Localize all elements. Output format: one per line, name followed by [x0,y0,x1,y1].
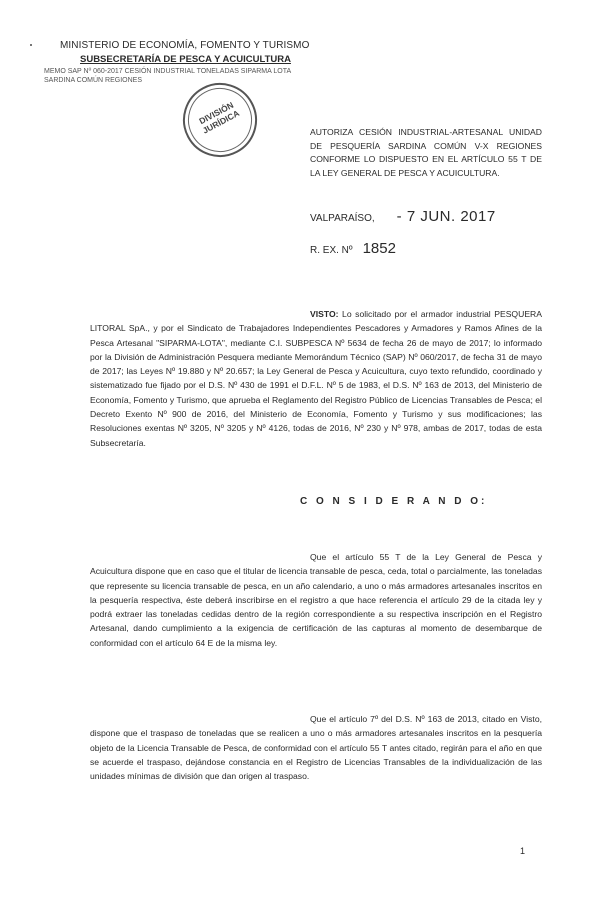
memo-reference: MEMO SAP Nº 060-2017 CESIÓN INDUSTRIAL TONELADAS SIPARMA LOTA SARDINA COMÚN REGIONES [44,68,291,84]
resolution-label: R. EX. Nº [310,245,353,256]
ink-mark [30,44,32,46]
place-date [310,208,496,225]
place: VALPARAÍSO, [310,213,375,224]
visto-paragraph [90,307,542,450]
resolution-number [310,240,396,257]
considerando-paragraph-2: Que el artículo 7º del D.S. Nº 163 de 2013, citado en Visto, dispone que el traspaso de toneladas que se realicen a uno o más armadores artesanales inscritos en la pesquería objeto de la Licencia Transable de Pesca, de conformidad con el artículo 55 T antes citado, regirán para el año en que se acuerde el traspaso, dejándose constancia en el Registro de Licencias Transables de la individualización de las unidades mínimas de división que dan origen al traspaso. [90,714,542,782]
considerando-heading: C O N S I D E R A N D O: [300,496,488,507]
considerando-paragraph-1: Que el artículo 55 T de la Ley General de Pesca y Acuicultura dispone que en caso que el titular de licencia transable de pesca, ceda, total o parcialmente, las toneladas que represente su licencia transable de pesca, en un año calendario, a uno o más armadores artesanales inscritos en la pesquería respectiva, éste deberá inscribirse en el registro a que hace referencia el artículo 29 de la citada ley y podrá extraer las toneladas cedidas dentro de la región correspondiente a su respectiva inscripción en el Registro Artesanal, dando cumplimiento a la exigencia de certificación de las capturas al momento de desembarque de conformidad con el artículo 64 E de la misma ley. [90,552,542,648]
date: - 7 JUN. 2017 [396,208,496,225]
page-number: 1 [520,846,526,856]
visto-text: Lo solicitado por el armador industrial PESQUERA LITORAL SpA., y por el Sindicato de Trabajadores Independientes Pescadores y Armadores y Ramos Afines de la Pesca Artesanal "SIPARMA-LOTA", mediante C.I. SUBPESCA Nº 5634 de fecha 26 de mayo de 2017; lo informado por la División de Administración Pesquera mediante Memorándum Técnico (SAP) Nº 060/2017, de fecha 31 de mayo de 2017; las Leyes Nº 19.880 y Nº 20.657; la Ley General de Pesca y Acuicultura, cuyo texto refundido, coordinado y sistematizado fue fijado por el D.S. Nº 430 de 1991 el D.F.L. Nº 5 de 1983, el D.S. Nº 163 de 2013, del Ministerio de Economía, Fomento y Turismo, que aprueba el Reglamento del Registro Público de Licencias Transables de Pesca; el Decreto Exento Nº 900 de 2016, del Ministerio de Economía, Fomento y Turismo y sus modificaciones; las Resoluciones exentas Nº 3205, Nº 3205 y Nº 4126, todas de 2016, Nº 230 y Nº 978, ambas de 2017, todas de esta Subsecretaría. [90,309,542,448]
visto-label: VISTO: [310,309,339,319]
resolution-title: AUTORIZA CESIÓN INDUSTRIAL-ARTESANAL UNIDAD DE PESQUERÍA SARDINA COMÚN V-X REGIONES CONFORME LO DISPUESTO EN EL ARTÍCULO 55 T DE LA LEY GENERAL DE PESCA Y ACUICULTURA. [310,127,542,178]
stamp-text: DIVISIÓN JURÍDICA [197,99,242,136]
ministry-heading: MINISTERIO DE ECONOMÍA, FOMENTO Y TURISMO [60,40,310,51]
undersecretariat-heading: SUBSECRETARÍA DE PESCA Y ACUICULTURA [80,54,291,65]
resolution-value: 1852 [362,240,396,257]
